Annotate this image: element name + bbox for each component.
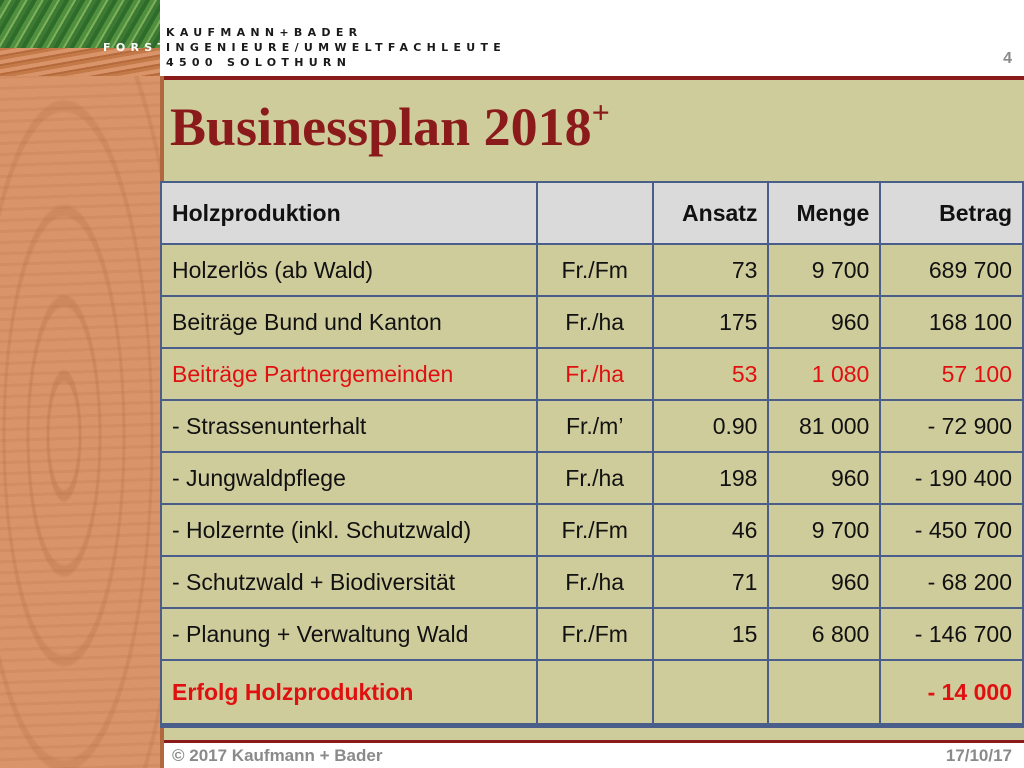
header-cell: Holzproduktion (161, 182, 537, 244)
row-ansatz: 0.90 (653, 400, 769, 452)
header-cell: Menge (768, 182, 880, 244)
brand-forst: FORST (103, 41, 171, 54)
table-bottom-border (160, 724, 1024, 728)
row-betrag: - 190 400 (880, 452, 1023, 504)
total-unit (537, 660, 653, 724)
header-divider (164, 76, 1024, 80)
row-betrag: 168 100 (880, 296, 1023, 348)
header-cell (537, 182, 653, 244)
row-betrag: - 72 900 (880, 400, 1023, 452)
row-label: - Planung + Verwaltung Wald (161, 608, 537, 660)
table-row (161, 452, 1023, 504)
row-label: - Schutzwald + Biodiversität (161, 556, 537, 608)
row-betrag: - 146 700 (880, 608, 1023, 660)
table-row-highlight (161, 348, 1023, 400)
brand-address: 4500 SOLOTHURN (166, 56, 352, 69)
brand-subtitle: INGENIEURE/UMWELTFACHLEUTE (166, 41, 507, 54)
total-ansatz (653, 660, 769, 724)
title-superscript: + (591, 94, 610, 130)
row-label: Beiträge Partnergemeinden (161, 348, 537, 400)
row-label: Beiträge Bund und Kanton (161, 296, 537, 348)
row-betrag: 689 700 (880, 244, 1023, 296)
brand-name: KAUFMANN+BADER (166, 26, 363, 39)
row-menge: 960 (768, 556, 880, 608)
row-ansatz: 175 (653, 296, 769, 348)
page-number: 4 (1003, 50, 1012, 67)
footer-divider (164, 740, 1024, 743)
row-unit: Fr./Fm (537, 244, 653, 296)
row-unit: Fr./ha (537, 452, 653, 504)
row-label: - Holzernte (inkl. Schutzwald) (161, 504, 537, 556)
row-ansatz: 46 (653, 504, 769, 556)
row-unit: Fr./Fm (537, 504, 653, 556)
table-row (161, 400, 1023, 452)
row-menge: 960 (768, 296, 880, 348)
row-betrag: - 450 700 (880, 504, 1023, 556)
row-ansatz: 53 (653, 348, 769, 400)
row-unit: Fr./ha (537, 348, 653, 400)
slide-title (170, 94, 610, 157)
row-ansatz: 73 (653, 244, 769, 296)
row-unit: Fr./ha (537, 296, 653, 348)
row-menge: 81 000 (768, 400, 880, 452)
row-unit: Fr./ha (537, 556, 653, 608)
row-label: Holzerlös (ab Wald) (161, 244, 537, 296)
total-betrag: - 14 000 (880, 660, 1023, 724)
table-row (161, 244, 1023, 296)
row-label: - Jungwaldpflege (161, 452, 537, 504)
table-total-row (161, 660, 1023, 724)
wood-texture-panel (0, 76, 160, 768)
table-row (161, 296, 1023, 348)
footer-date: 17/10/17 (945, 746, 1012, 765)
row-ansatz: 15 (653, 608, 769, 660)
table-row (161, 556, 1023, 608)
row-label: - Strassenunterhalt (161, 400, 537, 452)
table-header-row (161, 182, 1023, 244)
total-label: Erfolg Holzproduktion (161, 660, 537, 724)
total-menge (768, 660, 880, 724)
row-menge: 9 700 (768, 244, 880, 296)
row-betrag: 57 100 (880, 348, 1023, 400)
row-menge: 1 080 (768, 348, 880, 400)
row-ansatz: 71 (653, 556, 769, 608)
row-menge: 960 (768, 452, 880, 504)
table-row (161, 608, 1023, 660)
business-plan-table (160, 181, 1024, 725)
row-unit: Fr./m’ (537, 400, 653, 452)
row-unit: Fr./Fm (537, 608, 653, 660)
row-menge: 6 800 (768, 608, 880, 660)
row-betrag: - 68 200 (880, 556, 1023, 608)
title-text: Businessplan 2018 (170, 97, 592, 157)
table-row (161, 504, 1023, 556)
header-cell: Betrag (880, 182, 1023, 244)
row-ansatz: 198 (653, 452, 769, 504)
header-cell: Ansatz (653, 182, 769, 244)
footer-copyright: © 2017 Kaufmann + Bader (172, 746, 383, 765)
row-menge: 9 700 (768, 504, 880, 556)
